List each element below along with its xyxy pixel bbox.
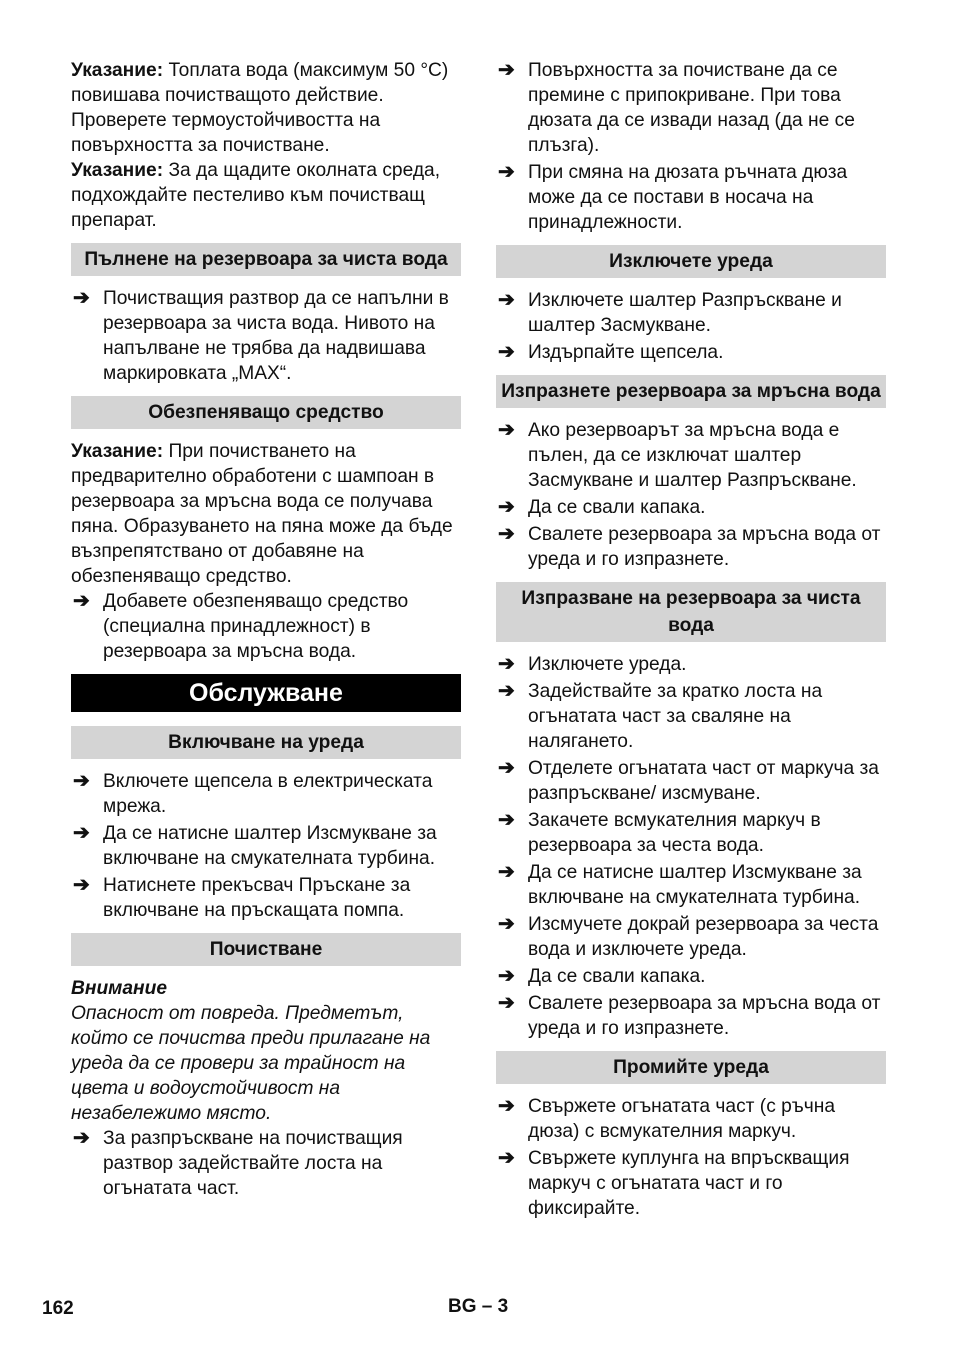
warning-title: Внимание <box>71 978 168 999</box>
empty-clean-list <box>496 652 886 1041</box>
list-item <box>496 756 886 806</box>
list-item <box>496 912 886 962</box>
list-item-text: Добавете обезпеняващо средство (специална принадлежност) в резервоара за мръсна вода. <box>103 591 409 662</box>
list-item-text: Свалете резервоара за мръсна вода от уреда и го изпразнете. <box>528 524 881 570</box>
heading-operation: Обслужване <box>71 674 461 712</box>
arrow-right-icon: ➔ <box>498 523 515 545</box>
empty-dirty-list <box>496 418 886 572</box>
arrow-right-icon: ➔ <box>498 680 515 702</box>
arrow-right-icon: ➔ <box>498 809 515 831</box>
list-item-text: Задействайте за кратко лоста на огънатата част за сваляне на налягането. <box>528 681 823 752</box>
arrow-right-icon: ➔ <box>73 590 90 612</box>
list-item-text: Издърпайте щепсела. <box>528 342 724 363</box>
list-item-text: Да се свали капака. <box>528 497 706 518</box>
list-item-text: Изключете уреда. <box>528 654 687 675</box>
list-item-text: Повърхността за почистване да се премине с припокриване. При това дюзата да се извади назад (да не се плъзга). <box>528 60 855 156</box>
heading-switch-on: Включване на уреда <box>71 726 461 759</box>
note-defoamer <box>71 439 461 589</box>
cleaning-cont-list <box>496 58 886 235</box>
list-item-text: За разпръскване на почистващия разтвор задействайте лоста на огънатата част. <box>103 1128 403 1199</box>
list-item-text: Закачете всмукателния маркуч в резервоара за честа вода. <box>528 810 821 856</box>
warning-text: Опасност от повреда. Предметът, който се почиства преди прилагане на уреда да се провери за трайност на цвета и водоустойчивост на незабележимо място. <box>71 1003 431 1124</box>
arrow-right-icon: ➔ <box>73 770 90 792</box>
defoam-list <box>71 589 461 664</box>
list-item-text: Свържете огънатата част (с ръчна дюза) с всмукателния маркуч. <box>528 1096 836 1142</box>
note-environment <box>71 158 461 233</box>
note-text: При почистването на предварително обработени с шампоан в резервоара за мръсна вода се получава пяна. Образуването на пяна може да бъде възпрепятствано от добавяне на обезпеняващо средство. <box>71 441 453 587</box>
list-item <box>496 495 886 520</box>
list-item-text: Свалете резервоара за мръсна вода от уреда и го изпразнете. <box>528 993 881 1039</box>
list-item <box>71 873 461 923</box>
note-hot-water <box>71 58 461 158</box>
page-number: 162 <box>42 1298 74 1319</box>
list-item <box>496 1094 886 1144</box>
list-item <box>496 991 886 1041</box>
list-item-text: Почистващия разтвор да се напълни в резервоара за чиста вода. Нивото на напълване не трябва да надвишава маркировката „MAX“. <box>103 288 449 384</box>
list-item <box>71 1126 461 1201</box>
arrow-right-icon: ➔ <box>498 653 515 675</box>
heading-empty-dirty-water-tank: Изпразнете резервоара за мръсна вода <box>496 375 886 408</box>
list-item-text: Ако резервоарът за мръсна вода е пълен, да се изключат шалтер Засмукване и шалтер Разпръскване. <box>528 420 857 491</box>
arrow-right-icon: ➔ <box>73 1127 90 1149</box>
list-item <box>496 652 886 677</box>
note-text: За да щадите околната среда, подхождайте пестеливо към почистващ препарат. <box>71 160 441 231</box>
switch-on-list <box>71 769 461 923</box>
cleaning-list <box>71 1126 461 1201</box>
heading-rinse-device: Промийте уреда <box>496 1051 886 1084</box>
heading-fill-clean-water-tank: Пълнене на резервоара за чиста вода <box>71 243 461 276</box>
list-item <box>496 808 886 858</box>
list-item <box>496 288 886 338</box>
list-item-text: Отделете огънатата част от маркуча за разпръскване/ изсмуване. <box>528 758 879 804</box>
list-item <box>496 340 886 365</box>
list-item-text: При смяна на дюзата ръчната дюза може да се постави в носача на принадлежности. <box>528 162 848 233</box>
list-item <box>71 821 461 871</box>
arrow-right-icon: ➔ <box>498 913 515 935</box>
heading-defoamer: Обезпеняващо средство <box>71 396 461 429</box>
language-page-label: BG – 3 <box>448 1296 509 1317</box>
list-item-text: Изключете шалтер Разпръскване и шалтер Засмукване. <box>528 290 842 336</box>
list-item <box>496 58 886 158</box>
list-item <box>496 679 886 754</box>
list-item <box>71 286 461 386</box>
arrow-right-icon: ➔ <box>498 59 515 81</box>
arrow-right-icon: ➔ <box>498 992 515 1014</box>
list-item-text: Включете щепсела в електрическата мрежа. <box>103 771 433 817</box>
note-label: Указание: <box>71 60 164 81</box>
list-item <box>496 522 886 572</box>
list-item <box>71 769 461 819</box>
arrow-right-icon: ➔ <box>498 496 515 518</box>
arrow-right-icon: ➔ <box>73 874 90 896</box>
rinse-list <box>496 1094 886 1221</box>
arrow-right-icon: ➔ <box>498 161 515 183</box>
heading-cleaning: Почистване <box>71 933 461 966</box>
right-column <box>496 58 886 1223</box>
heading-switch-off: Изключете уреда <box>496 245 886 278</box>
list-item <box>71 589 461 664</box>
list-item <box>496 160 886 235</box>
note-text: Топлата вода (максимум 50 °C) повишава почистващото действие. Проверете термоустойчивостта на повърхността за почистване. <box>71 60 449 156</box>
arrow-right-icon: ➔ <box>498 861 515 883</box>
fill-list <box>71 286 461 386</box>
note-label: Указание: <box>71 441 164 462</box>
list-item <box>496 860 886 910</box>
list-item <box>496 1146 886 1221</box>
arrow-right-icon: ➔ <box>498 1147 515 1169</box>
arrow-right-icon: ➔ <box>498 757 515 779</box>
list-item-text: Свържете куплунга на впръскващия маркуч с огънатата част и го фиксирайте. <box>528 1148 850 1219</box>
arrow-right-icon: ➔ <box>498 1095 515 1117</box>
heading-empty-clean-water-tank: Изпразване на резервоара за чиста вода <box>496 582 886 642</box>
list-item <box>496 964 886 989</box>
switch-off-list <box>496 288 886 365</box>
list-item-text: Натиснете прекъсвач Пръскане за включване на пръскащата помпа. <box>103 875 411 921</box>
list-item-text: Изсмучете докрай резервоара за честа вода и изключете уреда. <box>528 914 879 960</box>
list-item-text: Да се натисне шалтер Изсмукване за включване на смукателната турбина. <box>528 862 862 908</box>
arrow-right-icon: ➔ <box>73 287 90 309</box>
arrow-right-icon: ➔ <box>498 341 515 363</box>
arrow-right-icon: ➔ <box>498 289 515 311</box>
arrow-right-icon: ➔ <box>73 822 90 844</box>
list-item-text: Да се свали капака. <box>528 966 706 987</box>
left-column <box>71 58 461 1203</box>
note-label: Указание: <box>71 160 164 181</box>
arrow-right-icon: ➔ <box>498 419 515 441</box>
list-item-text: Да се натисне шалтер Изсмукване за включване на смукателната турбина. <box>103 823 437 869</box>
list-item <box>496 418 886 493</box>
arrow-right-icon: ➔ <box>498 965 515 987</box>
